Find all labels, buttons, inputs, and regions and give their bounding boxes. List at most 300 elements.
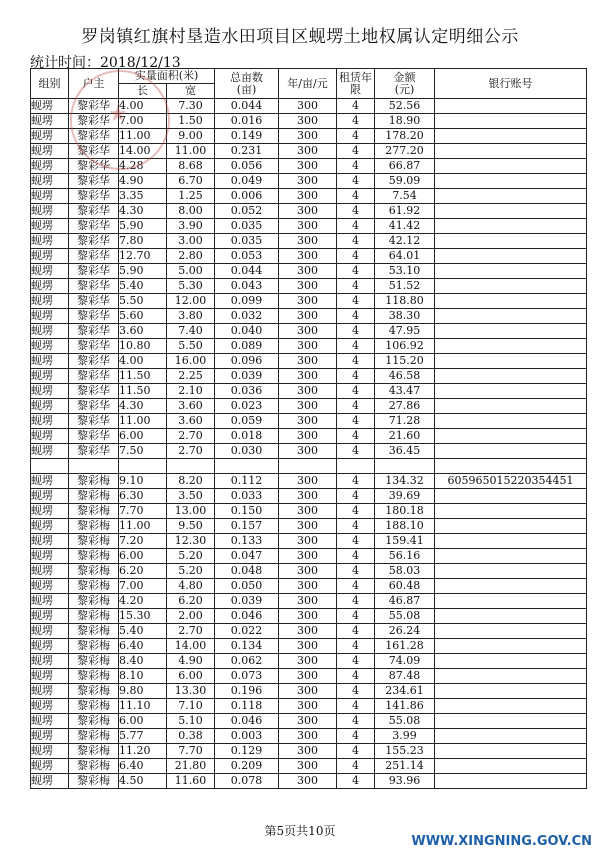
table-cell: 黎彩梅	[69, 474, 119, 489]
table-cell: 蚬塄	[31, 474, 69, 489]
table-row	[31, 549, 587, 564]
table-cell: 300	[279, 564, 337, 579]
table-cell: 黎彩梅	[69, 489, 119, 504]
table-cell: 300	[279, 699, 337, 714]
table-cell: 黎彩华	[69, 414, 119, 429]
table-cell: 0.039	[215, 594, 279, 609]
table-cell: 8.68	[167, 159, 215, 174]
table-cell: 51.52	[375, 279, 435, 294]
table-cell: 2.25	[167, 369, 215, 384]
table-cell: 黎彩华	[69, 339, 119, 354]
blank-cell	[69, 459, 119, 474]
table-cell: 蚬塄	[31, 549, 69, 564]
table-cell: 59.09	[375, 174, 435, 189]
table-cell: 300	[279, 489, 337, 504]
table-cell: 4	[337, 639, 375, 654]
table-cell: 300	[279, 579, 337, 594]
table-cell: 16.00	[167, 354, 215, 369]
table-cell	[435, 369, 587, 384]
table-cell	[435, 219, 587, 234]
table-row	[31, 264, 587, 279]
table-cell: 5.90	[119, 219, 167, 234]
table-cell: 5.50	[167, 339, 215, 354]
rights-table	[30, 68, 587, 789]
table-cell: 300	[279, 234, 337, 249]
table-cell: 0.016	[215, 114, 279, 129]
table-cell: 2.70	[167, 429, 215, 444]
table-cell: 55.08	[375, 609, 435, 624]
table-cell: 蚬塄	[31, 699, 69, 714]
table-row	[31, 669, 587, 684]
table-cell: 黎彩梅	[69, 669, 119, 684]
table-cell: 4	[337, 759, 375, 774]
table-cell: 27.86	[375, 399, 435, 414]
table-cell: 7.10	[167, 699, 215, 714]
table-cell: 66.87	[375, 159, 435, 174]
table-cell: 0.38	[167, 729, 215, 744]
table-row	[31, 354, 587, 369]
table-cell: 3.60	[167, 414, 215, 429]
table-cell: 6.00	[119, 429, 167, 444]
header-mu	[215, 69, 279, 99]
table-cell: 4	[337, 684, 375, 699]
table-cell: 159.41	[375, 534, 435, 549]
table-cell: 0.073	[215, 669, 279, 684]
table-cell: 3.90	[167, 219, 215, 234]
table-cell: 4.00	[119, 354, 167, 369]
table-cell: 蚬塄	[31, 384, 69, 399]
table-cell: 4	[337, 144, 375, 159]
table-cell: 黎彩华	[69, 369, 119, 384]
table-cell: 14.00	[167, 639, 215, 654]
header-amount-line1: 金额	[393, 70, 416, 84]
table-cell: 4	[337, 264, 375, 279]
header-amount	[375, 69, 435, 99]
table-cell: 蚬塄	[31, 729, 69, 744]
table-cell	[435, 264, 587, 279]
table-cell: 4	[337, 444, 375, 459]
table-cell: 0.134	[215, 639, 279, 654]
header-years	[337, 69, 375, 99]
table-cell: 300	[279, 369, 337, 384]
table-cell: 300	[279, 129, 337, 144]
table-cell: 6.40	[119, 759, 167, 774]
table-cell: 0.044	[215, 99, 279, 114]
table-cell	[435, 714, 587, 729]
table-cell: 300	[279, 504, 337, 519]
table-cell: 黎彩华	[69, 114, 119, 129]
header-owner: 户主	[69, 69, 119, 99]
table-cell: 300	[279, 774, 337, 789]
table-cell: 0.023	[215, 399, 279, 414]
table-cell: 蚬塄	[31, 744, 69, 759]
table-cell: 2.00	[167, 609, 215, 624]
table-cell	[435, 444, 587, 459]
table-cell: 黎彩华	[69, 159, 119, 174]
table-cell: 4	[337, 699, 375, 714]
table-cell: 0.231	[215, 144, 279, 159]
table-cell: 141.86	[375, 699, 435, 714]
table-cell	[435, 384, 587, 399]
table-cell: 12.70	[119, 249, 167, 264]
stat-date: 2018/12/13	[100, 55, 181, 71]
table-cell: 4	[337, 774, 375, 789]
table-cell: 4	[337, 609, 375, 624]
table-row	[31, 759, 587, 774]
table-cell: 黎彩华	[69, 219, 119, 234]
table-cell: 300	[279, 669, 337, 684]
table-cell: 11.10	[119, 699, 167, 714]
table-cell: 4	[337, 99, 375, 114]
table-cell: 4	[337, 234, 375, 249]
table-cell: 134.32	[375, 474, 435, 489]
table-cell: 300	[279, 519, 337, 534]
header-group: 组别	[31, 69, 69, 99]
table-cell	[435, 159, 587, 174]
table-row	[31, 414, 587, 429]
table-cell: 46.58	[375, 369, 435, 384]
table-cell: 12.00	[167, 294, 215, 309]
table-cell: 155.23	[375, 744, 435, 759]
table-cell: 0.006	[215, 189, 279, 204]
table-cell: 0.033	[215, 489, 279, 504]
table-cell: 71.28	[375, 414, 435, 429]
table-row	[31, 639, 587, 654]
table-cell	[435, 114, 587, 129]
table-cell: 黎彩梅	[69, 624, 119, 639]
table-cell: 0.035	[215, 234, 279, 249]
table-row	[31, 174, 587, 189]
table-cell: 5.90	[119, 264, 167, 279]
table-cell: 0.018	[215, 429, 279, 444]
table-cell: 5.10	[167, 714, 215, 729]
table-cell: 4.90	[167, 654, 215, 669]
table-cell: 4	[337, 519, 375, 534]
table-cell: 0.062	[215, 654, 279, 669]
table-row	[31, 384, 587, 399]
table-cell: 300	[279, 654, 337, 669]
table-cell: 蚬塄	[31, 279, 69, 294]
table-cell: 4.30	[119, 204, 167, 219]
table-cell: 300	[279, 354, 337, 369]
table-cell: 4	[337, 549, 375, 564]
table-cell: 4	[337, 564, 375, 579]
table-cell: 4	[337, 189, 375, 204]
table-cell: 43.47	[375, 384, 435, 399]
table-cell	[435, 294, 587, 309]
table-cell: 4	[337, 504, 375, 519]
table-cell: 4	[337, 489, 375, 504]
table-cell: 118.80	[375, 294, 435, 309]
table-cell: 2.70	[167, 444, 215, 459]
table-cell	[435, 99, 587, 114]
table-cell	[435, 189, 587, 204]
table-row	[31, 249, 587, 264]
table-row	[31, 774, 587, 789]
table-row	[31, 129, 587, 144]
header-years-line2: 限	[350, 82, 361, 96]
stat-label: 统计时间：	[30, 55, 100, 71]
table-cell: 蚬塄	[31, 444, 69, 459]
table-row	[31, 99, 587, 114]
table-cell	[435, 729, 587, 744]
table-cell: 64.01	[375, 249, 435, 264]
table-cell: 0.050	[215, 579, 279, 594]
table-cell: 蚬塄	[31, 579, 69, 594]
table-cell: 蚬塄	[31, 564, 69, 579]
header-length: 长	[119, 84, 167, 99]
table-row	[31, 489, 587, 504]
table-row	[31, 729, 587, 744]
table-cell: 9.00	[167, 129, 215, 144]
table-cell: 6.70	[167, 174, 215, 189]
table-cell: 605965015220354451	[435, 474, 587, 489]
table-cell: 5.40	[119, 624, 167, 639]
table-cell: 300	[279, 549, 337, 564]
table-cell: 3.60	[119, 324, 167, 339]
table-cell: 蚬塄	[31, 624, 69, 639]
table-cell: 蚬塄	[31, 534, 69, 549]
table-cell: 黎彩梅	[69, 594, 119, 609]
table-cell: 300	[279, 414, 337, 429]
table-cell: 300	[279, 594, 337, 609]
table-cell: 5.60	[119, 309, 167, 324]
table-cell: 11.50	[119, 369, 167, 384]
table-cell: 5.40	[119, 279, 167, 294]
table-cell: 黎彩华	[69, 234, 119, 249]
table-cell: 6.00	[119, 549, 167, 564]
table-row	[31, 144, 587, 159]
table-cell: 蚬塄	[31, 654, 69, 669]
table-cell: 300	[279, 279, 337, 294]
table-cell: 46.87	[375, 594, 435, 609]
table-cell: 188.10	[375, 519, 435, 534]
table-cell: 300	[279, 144, 337, 159]
table-cell	[435, 744, 587, 759]
table-row	[31, 504, 587, 519]
blank-cell	[435, 459, 587, 474]
table-cell: 7.54	[375, 189, 435, 204]
table-cell: 4	[337, 534, 375, 549]
header-area: 实量面积(米)	[119, 69, 215, 84]
table-cell: 300	[279, 309, 337, 324]
table-row	[31, 699, 587, 714]
table-cell: 7.00	[119, 114, 167, 129]
table-cell: 黎彩梅	[69, 564, 119, 579]
table-cell: 蚬塄	[31, 399, 69, 414]
table-cell: 4	[337, 324, 375, 339]
header-width: 宽	[167, 84, 215, 99]
table-cell	[435, 759, 587, 774]
table-row	[31, 279, 587, 294]
table-cell: 300	[279, 159, 337, 174]
table-cell: 7.70	[167, 744, 215, 759]
table-cell: 黎彩华	[69, 324, 119, 339]
table-cell: 黎彩梅	[69, 684, 119, 699]
table-row	[31, 234, 587, 249]
table-cell: 蚬塄	[31, 759, 69, 774]
blank-cell	[337, 459, 375, 474]
table-row	[31, 684, 587, 699]
table-cell: 4	[337, 249, 375, 264]
table-cell: 0.040	[215, 324, 279, 339]
table-row	[31, 159, 587, 174]
table-cell: 106.92	[375, 339, 435, 354]
table-cell: 11.00	[119, 519, 167, 534]
table-cell: 7.30	[167, 99, 215, 114]
table-row	[31, 309, 587, 324]
table-cell: 蚬塄	[31, 339, 69, 354]
table-cell: 黎彩华	[69, 189, 119, 204]
table-cell: 9.50	[167, 519, 215, 534]
table-row	[31, 204, 587, 219]
table-cell: 300	[279, 384, 337, 399]
table-cell: 4	[337, 369, 375, 384]
site-watermark: WWW.XINGNING.GOV.CN	[411, 834, 592, 849]
table-cell: 115.20	[375, 354, 435, 369]
table-cell: 0.133	[215, 534, 279, 549]
table-cell: 0.150	[215, 504, 279, 519]
table-cell: 蚬塄	[31, 219, 69, 234]
table-cell	[435, 549, 587, 564]
table-cell: 蚬塄	[31, 99, 69, 114]
table-cell: 0.129	[215, 744, 279, 759]
table-cell: 1.25	[167, 189, 215, 204]
table-cell: 2.10	[167, 384, 215, 399]
table-cell: 蚬塄	[31, 114, 69, 129]
blank-separator-row	[31, 459, 587, 474]
table-cell: 黎彩华	[69, 309, 119, 324]
table-cell: 300	[279, 729, 337, 744]
table-cell: 6.00	[167, 669, 215, 684]
table-cell: 3.60	[167, 399, 215, 414]
table-cell	[435, 429, 587, 444]
table-cell: 5.50	[119, 294, 167, 309]
table-cell: 61.92	[375, 204, 435, 219]
table-cell: 4	[337, 384, 375, 399]
table-cell: 3.99	[375, 729, 435, 744]
table-cell: 7.00	[119, 579, 167, 594]
table-row	[31, 579, 587, 594]
table-cell: 300	[279, 444, 337, 459]
table-cell: 蚬塄	[31, 714, 69, 729]
table-row	[31, 369, 587, 384]
table-cell: 蚬塄	[31, 369, 69, 384]
table-cell: 47.95	[375, 324, 435, 339]
table-cell: 277.20	[375, 144, 435, 159]
table-cell: 5.00	[167, 264, 215, 279]
table-cell: 黎彩梅	[69, 714, 119, 729]
header-amount-line2: (元)	[394, 82, 415, 96]
table-cell: 4.30	[119, 399, 167, 414]
table-cell: 7.80	[119, 234, 167, 249]
table-cell: 300	[279, 474, 337, 489]
table-cell: 4	[337, 594, 375, 609]
table-cell: 11.00	[167, 144, 215, 159]
table-cell: 黎彩华	[69, 204, 119, 219]
table-cell: 13.00	[167, 504, 215, 519]
table-cell: 黎彩梅	[69, 639, 119, 654]
table-cell: 黎彩华	[69, 144, 119, 159]
table-row	[31, 654, 587, 669]
table-cell: 0.022	[215, 624, 279, 639]
table-cell: 300	[279, 624, 337, 639]
table-cell: 300	[279, 249, 337, 264]
table-cell: 蚬塄	[31, 309, 69, 324]
table-cell	[435, 654, 587, 669]
table-cell: 蚬塄	[31, 204, 69, 219]
table-cell: 8.00	[167, 204, 215, 219]
table-cell	[435, 129, 587, 144]
table-row	[31, 594, 587, 609]
table-cell: 300	[279, 714, 337, 729]
table-cell: 12.30	[167, 534, 215, 549]
table-cell: 180.18	[375, 504, 435, 519]
table-cell	[435, 144, 587, 159]
table-cell: 黎彩华	[69, 399, 119, 414]
table-cell: 0.209	[215, 759, 279, 774]
table-cell: 4.80	[167, 579, 215, 594]
table-cell: 4	[337, 174, 375, 189]
table-cell: 蚬塄	[31, 354, 69, 369]
table-cell: 0.032	[215, 309, 279, 324]
table-cell: 6.00	[119, 714, 167, 729]
table-cell: 0.048	[215, 564, 279, 579]
table-cell: 黎彩华	[69, 354, 119, 369]
table-cell: 300	[279, 219, 337, 234]
table-cell: 黎彩梅	[69, 504, 119, 519]
table-cell: 300	[279, 324, 337, 339]
table-cell	[435, 594, 587, 609]
table-cell: 0.056	[215, 159, 279, 174]
blank-cell	[215, 459, 279, 474]
table-cell: 蚬塄	[31, 504, 69, 519]
table-row	[31, 429, 587, 444]
table-cell: 蚬塄	[31, 264, 69, 279]
table-cell	[435, 249, 587, 264]
table-cell: 蚬塄	[31, 144, 69, 159]
table-cell: 蚬塄	[31, 429, 69, 444]
table-row	[31, 339, 587, 354]
table-cell: 6.30	[119, 489, 167, 504]
table-cell	[435, 354, 587, 369]
table-cell	[435, 669, 587, 684]
table-cell: 300	[279, 294, 337, 309]
table-cell: 4	[337, 669, 375, 684]
table-cell: 300	[279, 99, 337, 114]
table-cell	[435, 519, 587, 534]
table-cell: 0.118	[215, 699, 279, 714]
table-cell: 4	[337, 399, 375, 414]
table-cell: 黎彩华	[69, 294, 119, 309]
table-cell: 38.30	[375, 309, 435, 324]
table-cell: 3.50	[167, 489, 215, 504]
table-cell: 300	[279, 609, 337, 624]
table-cell: 0.003	[215, 729, 279, 744]
table-cell: 蚬塄	[31, 159, 69, 174]
table-cell: 4	[337, 744, 375, 759]
table-cell: 蚬塄	[31, 519, 69, 534]
table-cell: 黎彩华	[69, 264, 119, 279]
table-cell: 0.096	[215, 354, 279, 369]
table-cell: 10.80	[119, 339, 167, 354]
table-cell: 0.049	[215, 174, 279, 189]
table-cell: 5.30	[167, 279, 215, 294]
table-cell: 0.047	[215, 549, 279, 564]
table-cell: 234.61	[375, 684, 435, 699]
table-cell	[435, 639, 587, 654]
table-cell: 74.09	[375, 654, 435, 669]
